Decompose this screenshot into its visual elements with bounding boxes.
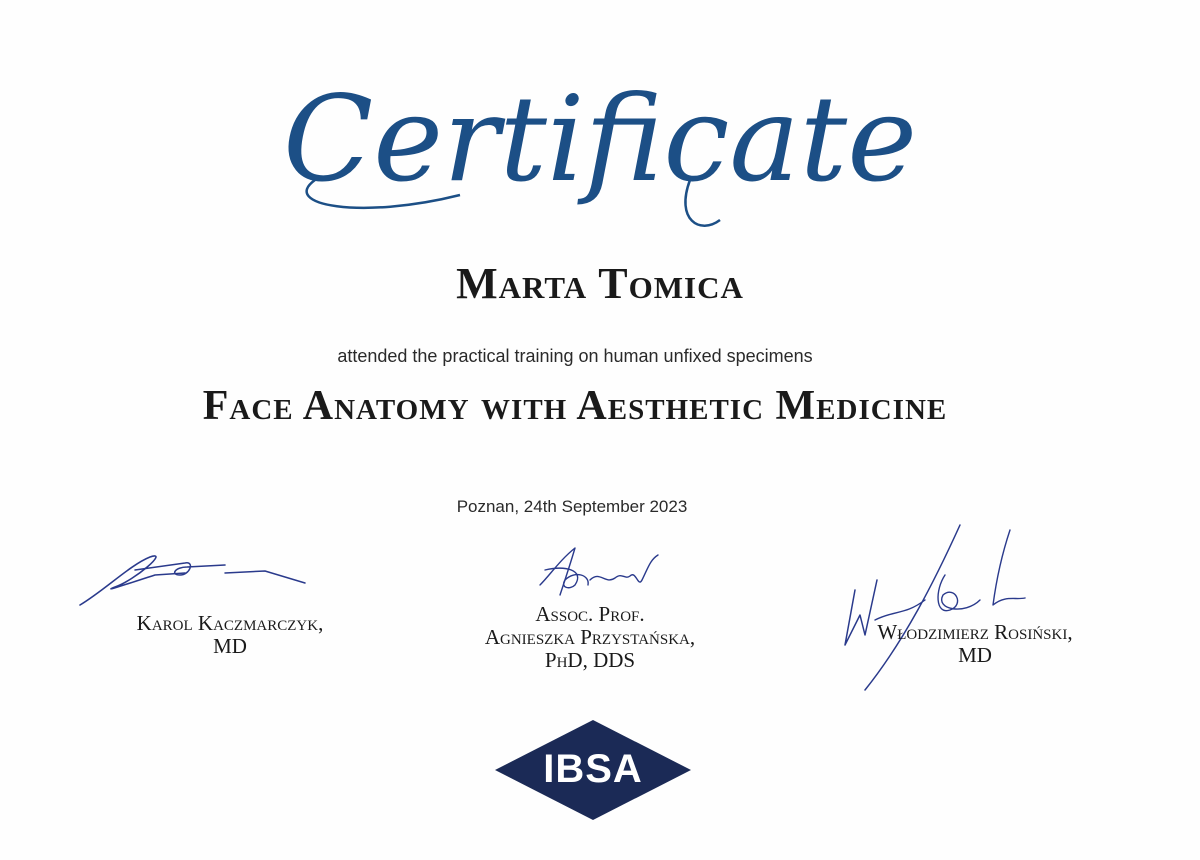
signature-rosinski [835,520,1035,695]
signatory-name: Agnieszka Przystańska, [484,625,696,649]
signatory-name: Karol Kaczmarczyk, [136,611,324,635]
signature-kaczmarczyk [75,545,315,615]
recipient-name: Marta Tomica [456,259,744,308]
signature-przystanska [530,540,670,605]
certificate-heading-text: Certificate [282,70,918,208]
signatory-przystanska [440,603,740,672]
signatory-degree: MD [213,634,247,658]
signatory-name: Włodzimierz Rosiński, [877,620,1073,644]
attendance-statement: attended the practical training on human unfixed specimens [337,346,813,366]
course-title: Face Anatomy with Aesthetic Medicine [202,383,948,429]
signatory-degree: PhD, DDS [544,648,636,672]
place-and-date: Poznan, 24th September 2023 [456,497,688,516]
ibsa-logo [495,720,691,820]
signatory-title: Assoc. Prof. [535,602,645,626]
signatory-kaczmarczyk [80,612,380,658]
certificate-heading-script [220,30,980,240]
ibsa-logo-text: IBSA [543,747,643,791]
certificate-heading [0,30,1200,240]
signatory-rosinski [820,621,1130,667]
signatory-degree: MD [958,643,992,667]
